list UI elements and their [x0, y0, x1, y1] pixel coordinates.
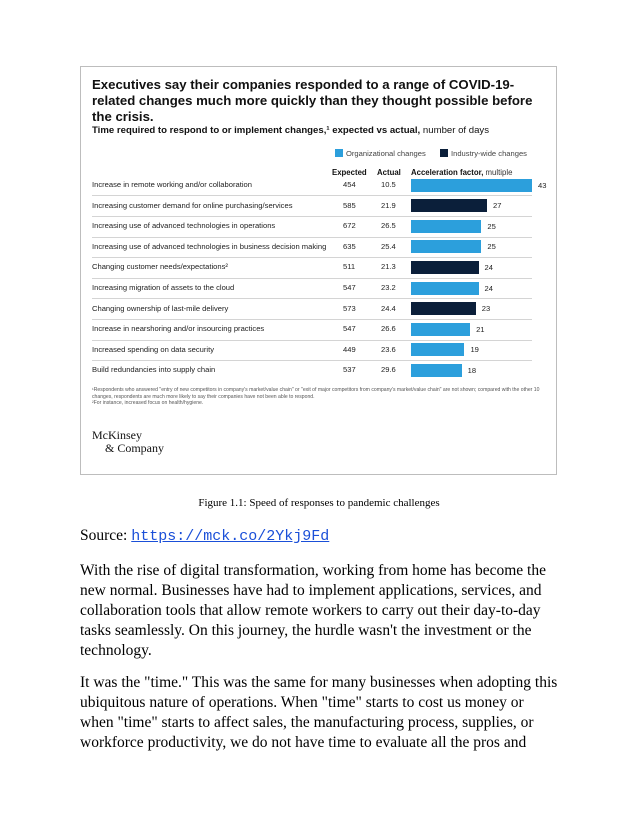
row-expected-8: 449: [343, 344, 356, 354]
row-divider-3: [92, 257, 532, 258]
bar-value-1: 27: [492, 201, 502, 211]
bar-value-2: 25: [487, 221, 496, 231]
row-actual-8: 23.6: [381, 344, 396, 354]
row-divider-5: [92, 298, 532, 299]
source-line: [80, 527, 329, 545]
row-expected-9: 537: [343, 365, 356, 375]
logo-line-1: McKinsey: [92, 428, 142, 442]
chart-title: Executives say their companies responded to a range of COVID-19-related changes much more quickly than they thought possible before the crisis.: [92, 77, 533, 124]
row-actual-2: 26.5: [381, 221, 396, 231]
bar-value-5: 24: [484, 283, 493, 293]
row-divider-1: [92, 216, 532, 217]
row-actual-4: 21.3: [381, 262, 396, 272]
row-actual-1: 21.9: [381, 200, 396, 210]
bar-5: [411, 282, 479, 295]
row-label-1: Increasing customer demand for online purchasing/services: [92, 200, 293, 210]
row-expected-4: 511: [343, 262, 356, 272]
header-acceleration-bold: Acceleration factor,: [411, 168, 484, 177]
row-expected-3: 635: [343, 241, 356, 251]
header-actual: Actual: [377, 168, 401, 177]
header-expected: Expected: [332, 168, 367, 177]
bar-7: [411, 323, 470, 336]
row-expected-7: 547: [343, 324, 356, 334]
bar-value-0: 43: [538, 180, 547, 190]
row-expected-5: 547: [343, 283, 356, 292]
row-label-3: Increasing use of advanced technologies in business decision making: [92, 241, 327, 251]
row-actual-3: 25.4: [381, 241, 396, 251]
bar-6: [411, 302, 476, 315]
row-actual-5: 23.2: [381, 283, 396, 292]
row-label-4: Changing customer needs/expectations²: [92, 262, 228, 272]
row-label-8: Increased spending on data security: [92, 344, 215, 354]
source-link[interactable]: https://mck.co/2Ykj9Fd: [131, 528, 330, 545]
mckinsey-logo: [92, 429, 164, 455]
legend-label-org: Organizational changes: [346, 149, 426, 158]
bar-2: [411, 220, 481, 233]
row-divider-4: [92, 278, 532, 279]
bar-value-6: 23: [481, 304, 491, 314]
chart-rows: [81, 67, 556, 474]
paragraph-1: With the rise of digital transformation, working from home has become the new normal. Businesses have had to implement applications, services, and collaboration tools that allow remote workers to carry out their day-to-day tasks seamlessly. On this journey, the hurdle wasn't the investment or the technology.: [80, 562, 546, 659]
row-label-2: Increasing use of advanced technologies in operations: [92, 221, 276, 231]
bar-value-9: 18: [467, 365, 477, 375]
row-label-7: Increase in nearshoring and/or insourcing practices: [92, 324, 265, 334]
row-label-6: Changing ownership of last-mile delivery: [92, 303, 229, 313]
paragraph-2: It was the "time." This was the same for many businesses when adopting this ubiquitous nature of operations. When "time" starts to cost us money or when "time" starts to affect sales, the manufacturing process, supplies, or workforce productivity, we do not have time to evaluate all the pros and: [80, 674, 558, 751]
row-divider-2: [92, 237, 532, 238]
bar-value-8: 19: [470, 345, 479, 355]
bar-value-7: 21: [476, 324, 485, 334]
chart-subtitle-bold: Time required to respond to or implement changes,¹ expected vs actual,: [92, 125, 421, 136]
row-label-0: Increase in remote working and/or collaboration: [92, 180, 252, 189]
row-actual-9: 29.6: [381, 365, 396, 375]
row-actual-0: 10.5: [381, 180, 396, 189]
chart-figure: [80, 66, 557, 475]
bar-0: [411, 179, 532, 192]
figure-caption: Figure 1.1: Speed of responses to pandemic challenges: [198, 497, 440, 509]
row-expected-1: 585: [343, 200, 356, 210]
chart-footnotes: [92, 387, 547, 407]
row-label-5: Increasing migration of assets to the cloud: [92, 283, 235, 292]
bar-8: [411, 343, 464, 356]
row-expected-6: 573: [343, 303, 356, 313]
bar-value-4: 24: [484, 262, 493, 272]
bar-4: [411, 261, 479, 274]
source-label: Source:: [80, 527, 132, 544]
row-label-9: Build redundancies into supply chain: [92, 365, 216, 375]
logo-line-2: & Company: [105, 441, 164, 455]
row-expected-2: 672: [343, 221, 356, 231]
row-divider-7: [92, 340, 532, 341]
row-actual-6: 24.4: [381, 303, 396, 313]
bar-1: [411, 199, 487, 212]
footnote-1: ¹Respondents who answered "entry of new competitors in company's market/value chain" or "exit of major competitors from company's market/value chain" are not shown; compared with the other 10 changes, respondents are much more likely to say their companies have not been able to respond.: [92, 387, 540, 400]
bar-3: [411, 240, 481, 253]
footnote-2: ²For instance, increased focus on health/hygiene.: [92, 400, 204, 406]
row-actual-7: 26.6: [381, 324, 396, 334]
row-expected-0: 454: [343, 180, 356, 189]
chart-subtitle-rest: number of days: [420, 125, 490, 136]
legend-label-industry: Industry-wide changes: [451, 149, 527, 158]
bar-9: [411, 364, 462, 377]
bar-value-3: 25: [487, 242, 496, 252]
row-divider-8: [92, 360, 532, 361]
row-divider-0: [92, 195, 532, 196]
header-acceleration-rest: multiple: [483, 168, 513, 177]
row-divider-6: [92, 319, 532, 320]
